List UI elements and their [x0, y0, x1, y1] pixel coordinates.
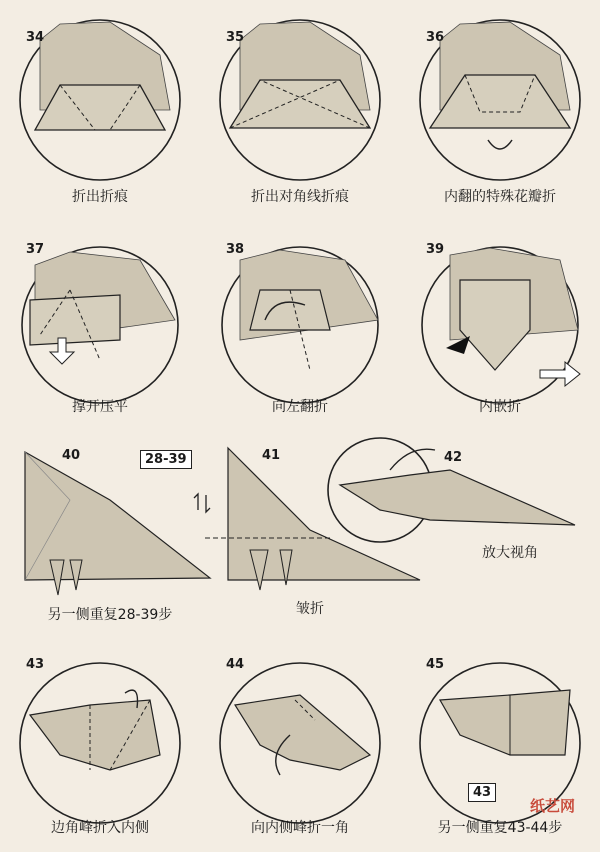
watermark-logo: 纸艺网 — [530, 797, 576, 815]
step-36-caption: 内翻的特殊花瓣折 — [444, 189, 556, 205]
step-38-caption: 向左翻折 — [272, 399, 328, 415]
step-44-diagram — [200, 645, 400, 845]
step-40 — [0, 440, 220, 630]
step-40-reference-box: 28-39 — [140, 450, 192, 469]
step-44-caption: 向内侧峰折一角 — [251, 820, 349, 836]
step-37 — [0, 230, 200, 420]
step-39 — [400, 230, 600, 420]
step-39-caption: 内嵌折 — [479, 399, 521, 415]
step-42 — [320, 430, 600, 580]
step-37-caption: 撑开压平 — [72, 399, 128, 415]
step-41-number: 41 — [262, 448, 281, 463]
step-42-number: 42 — [444, 450, 463, 465]
step-45-reference-box: 43 — [468, 783, 496, 802]
step-43 — [0, 645, 200, 845]
step-37-diagram — [0, 230, 200, 420]
step-34-caption: 折出折痕 — [72, 189, 128, 205]
step-45-caption: 另一侧重复43-44步 — [437, 820, 563, 836]
step-43-caption: 边角峰折入内侧 — [51, 820, 149, 836]
step-35-number: 35 — [226, 30, 245, 45]
step-34 — [0, 0, 200, 210]
step-44 — [200, 645, 400, 845]
step-36 — [400, 0, 600, 210]
step-40-caption: 另一侧重复28-39步 — [47, 607, 173, 623]
step-42-caption: 放大视角 — [482, 545, 538, 561]
step-43-diagram — [0, 645, 200, 845]
step-40-number: 40 — [62, 448, 81, 463]
step-35 — [200, 0, 400, 210]
step-35-caption: 折出对角线折痕 — [251, 189, 349, 205]
step-36-number: 36 — [426, 30, 445, 45]
step-44-number: 44 — [226, 657, 245, 672]
step-34-number: 34 — [26, 30, 45, 45]
step-37-number: 37 — [26, 242, 45, 257]
step-38 — [200, 230, 400, 420]
step-45-number: 45 — [426, 657, 445, 672]
step-38-number: 38 — [226, 242, 245, 257]
step-38-diagram — [200, 230, 400, 420]
step-43-number: 43 — [26, 657, 45, 672]
step-41-caption: 皱折 — [296, 601, 324, 617]
step-39-number: 39 — [426, 242, 445, 257]
step-39-diagram — [400, 230, 600, 420]
